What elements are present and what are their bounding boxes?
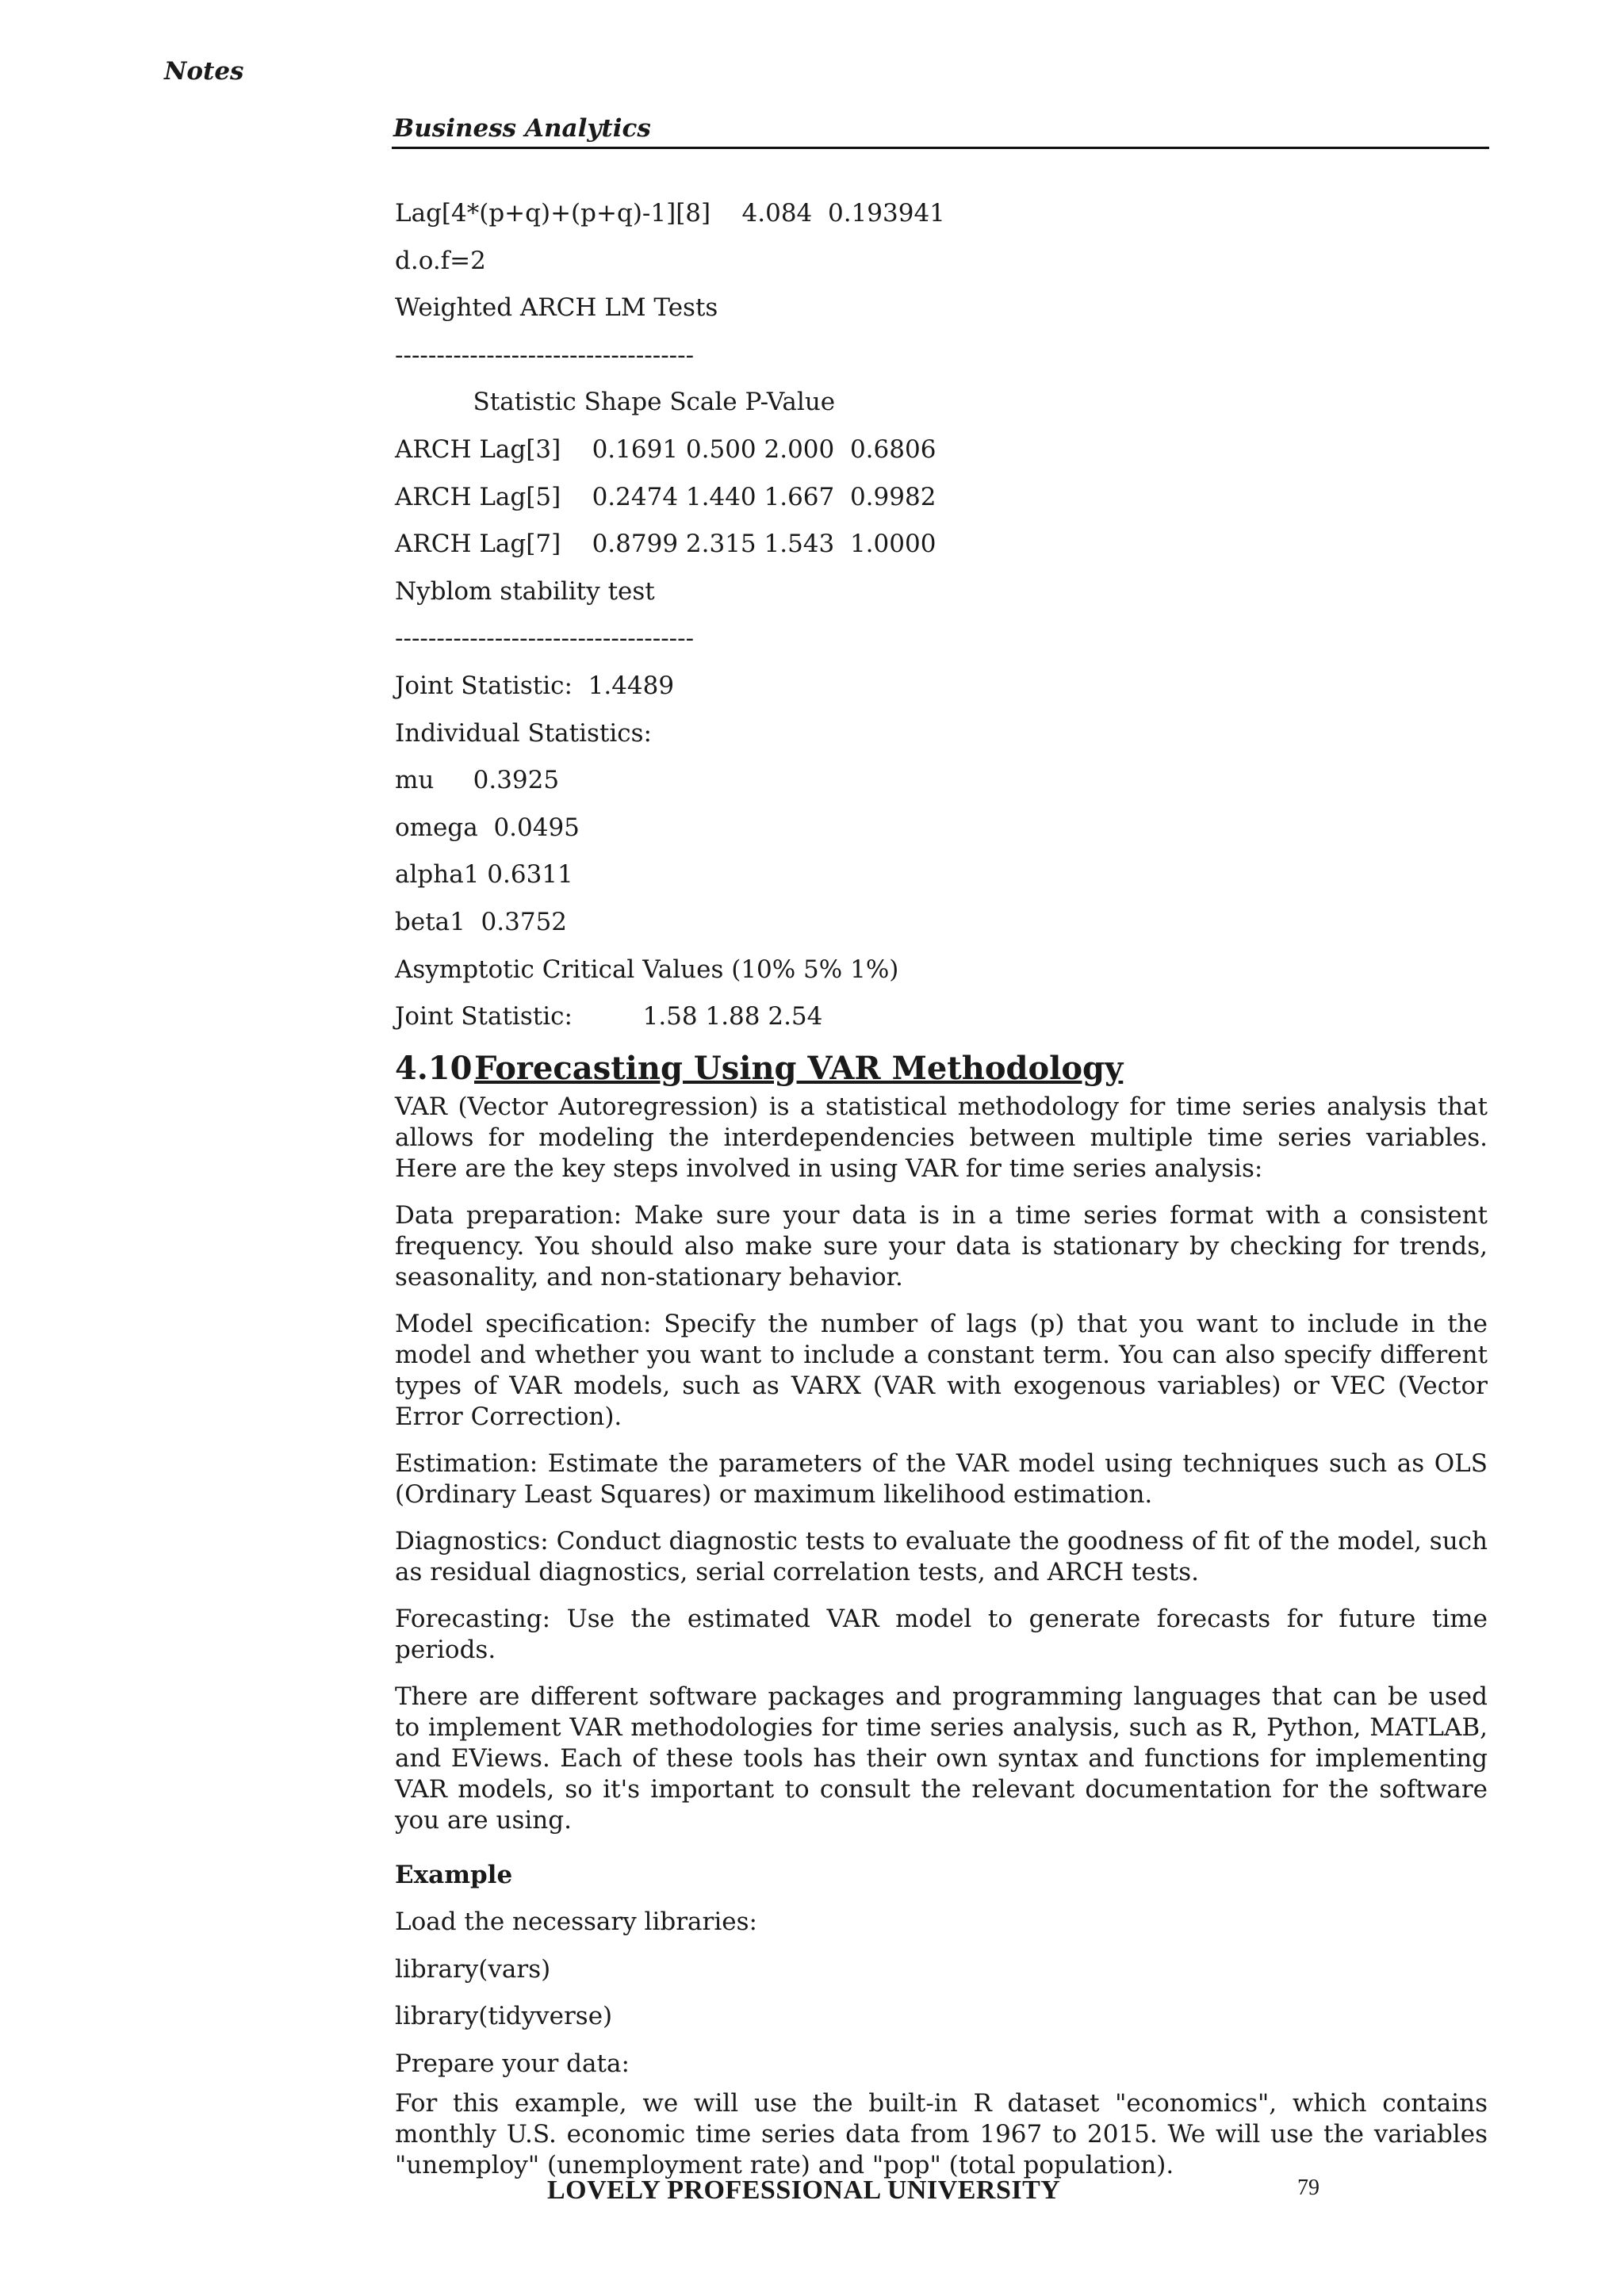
page-content [395, 190, 1488, 2197]
output-line: Asymptotic Critical Values (10% 5% 1%) [395, 955, 899, 984]
example-heading: Example [395, 1860, 513, 1889]
output-line: ARCH Lag[7] 0.8799 2.315 1.543 1.0000 [395, 530, 936, 559]
body-paragraph: There are different software packages and programming languages that can be used to implement VAR methodologies for time series analysis, such as R, Python, MATLAB, and EViews. Each of these tools has their own syntax and functions for implementing VAR models, so it's important to consult the relevant documentation for the software you are using. [395, 1682, 1488, 1835]
output-line: omega 0.0495 [395, 813, 580, 842]
output-line: d.o.f=2 [395, 246, 486, 275]
body-paragraph: Model specification: Specify the number of lags (p) that you want to include in the model and whether you want to include a constant term. You can also specify different types of VAR models, such as VARX (VAR with exogenous variables) or VEC (Vector Error Correction). [395, 1309, 1488, 1431]
output-line: ------------------------------------ [395, 624, 695, 653]
example-line: library(vars) [395, 1954, 551, 1984]
body-paragraph: Forecasting: Use the estimated VAR model to generate forecasts for future time periods. [395, 1604, 1488, 1664]
output-line: ARCH Lag[5] 0.2474 1.440 1.667 0.9982 [395, 482, 936, 511]
model-output-block [395, 190, 1488, 1041]
output-line: Weighted ARCH LM Tests [395, 293, 718, 323]
example-line: Prepare your data: [395, 2049, 630, 2079]
section-title: Forecasting Using VAR Methodology [474, 1049, 1124, 1087]
running-header-title: Business Analytics [393, 114, 651, 143]
output-line: Nyblom stability test [395, 576, 655, 606]
section-heading [395, 1046, 1488, 1092]
output-line: Joint Statistic: 1.4489 [395, 671, 675, 700]
body-paragraph: Estimation: Estimate the parameters of the VAR model using techniques such as OLS (Ordinary Least Squares) or maximum likelihood estimation. [395, 1448, 1488, 1509]
output-line: Statistic Shape Scale P-Value [395, 388, 836, 417]
section-number: 4.10 [395, 1049, 473, 1087]
example-line: library(tidyverse) [395, 2002, 613, 2031]
body-paragraph: Diagnostics: Conduct diagnostic tests to evaluate the goodness of fit of the model, such as residual diagnostics, serial correlation tests, and ARCH tests. [395, 1526, 1488, 1586]
page-number: 79 [1297, 2175, 1320, 2200]
output-line: mu 0.3925 [395, 766, 560, 795]
example-paragraph: For this example, we will use the built-in R dataset "economics", which contains monthly U.S. economic time series data from 1967 to 2015. We will use the variables "unemploy" (unemployment rate) and "pop" (total population). [395, 2088, 1488, 2179]
footer-university: LOVELY PROFESSIONAL UNIVERSITY [547, 2175, 1061, 2205]
output-line: ARCH Lag[3] 0.1691 0.500 2.000 0.6806 [395, 434, 936, 464]
output-line: Individual Statistics: [395, 718, 653, 748]
margin-notes-label: Notes [164, 57, 244, 86]
output-line: Joint Statistic: 1.58 1.88 2.54 [395, 1002, 823, 1031]
example-line: Load the necessary libraries: [395, 1908, 757, 1937]
body-paragraph: Data preparation: Make sure your data is in a time series format with a consistent frequency. You should also make sure your data is stationary by checking for trends, seasonality, and non-stationary behavior. [395, 1200, 1488, 1292]
output-line: Lag[4*(p+q)+(p+q)-1][8] 4.084 0.193941 [395, 199, 945, 228]
output-line: ------------------------------------ [395, 340, 695, 369]
body-paragraph: VAR (Vector Autoregression) is a statistical methodology for time series analysis that allows for modeling the interdependencies between multiple time series variables. Here are the key steps involved in using VAR for time series analysis: [395, 1092, 1488, 1183]
output-line: beta1 0.3752 [395, 907, 568, 936]
header-rule [392, 147, 1489, 149]
output-line: alpha1 0.6311 [395, 860, 573, 890]
